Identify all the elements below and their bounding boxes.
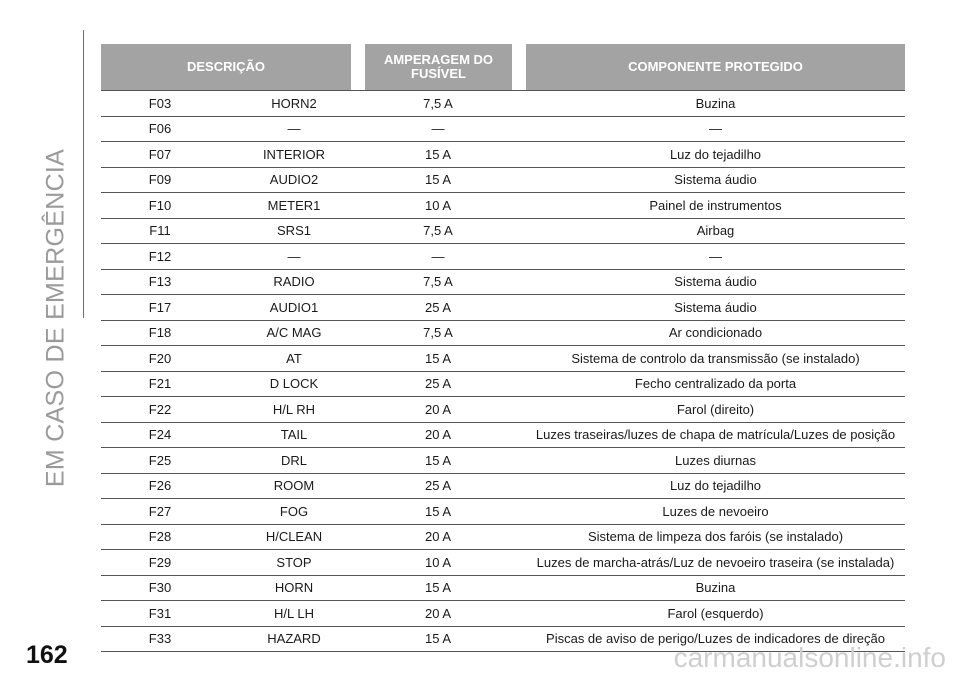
fuse-code: HORN xyxy=(274,580,314,596)
fuse-component: Luz do tejadilho xyxy=(669,478,762,494)
fuse-component: Luz do tejadilho xyxy=(669,146,762,162)
fuse-component: Painel de instrumentos xyxy=(649,197,782,213)
fuse-amperage: 20 A xyxy=(424,427,452,443)
fuse-component: Buzina xyxy=(695,95,736,111)
fuse-code: METER1 xyxy=(267,197,321,213)
fuse-code: A/C MAG xyxy=(266,325,322,341)
table-row xyxy=(101,117,905,143)
fuse-id: F13 xyxy=(148,274,172,290)
table-row xyxy=(101,91,905,117)
fuse-id: F18 xyxy=(148,325,172,341)
fuse-code: H/L LH xyxy=(274,605,314,621)
fuse-component: Piscas de aviso de perigo/Luzes de indicadores de direção xyxy=(546,631,885,647)
fuse-component: Buzina xyxy=(695,580,736,596)
table-row xyxy=(101,321,905,347)
fuse-id: F10 xyxy=(148,197,172,213)
fuse-id: F17 xyxy=(148,299,172,315)
fuse-amperage: — xyxy=(431,248,445,264)
fuse-id: F30 xyxy=(148,580,172,596)
fuse-amperage: 10 A xyxy=(424,197,452,213)
fuse-amperage: 7,5 A xyxy=(423,325,453,341)
fuse-amperage: 15 A xyxy=(424,452,452,468)
fuse-code: INTERIOR xyxy=(262,146,326,162)
fuse-id: F11 xyxy=(149,223,171,239)
fuse-component: Luzes de marcha-atrás/Luz de nevoeiro traseira (se instalada) xyxy=(536,554,895,570)
fuse-code: SRS1 xyxy=(277,223,311,239)
fuse-code: HAZARD xyxy=(267,631,321,647)
table-row xyxy=(101,372,905,398)
fuse-id: F33 xyxy=(148,631,172,647)
fuse-id: F20 xyxy=(148,350,172,366)
table-row xyxy=(101,550,905,576)
table-row xyxy=(101,423,905,449)
table-row xyxy=(101,142,905,168)
fuse-component: Luzes traseiras/luzes de chapa de matrícula/Luzes de posição xyxy=(535,427,896,443)
table-row xyxy=(101,448,905,474)
fuse-code: H/L RH xyxy=(272,401,316,417)
fuse-component: Sistema áudio xyxy=(674,299,757,315)
table-row xyxy=(101,168,905,194)
fuse-id: F24 xyxy=(148,427,172,443)
table-row xyxy=(101,576,905,602)
header-description: DESCRIÇÃO xyxy=(101,44,351,90)
table-row xyxy=(101,474,905,500)
fuse-table xyxy=(101,90,905,652)
fuse-amperage: 20 A xyxy=(424,605,452,621)
fuse-id: F09 xyxy=(148,172,172,188)
fuse-component: Sistema de limpeza dos faróis (se instalado) xyxy=(587,529,844,545)
fuse-component: — xyxy=(709,121,722,137)
section-divider xyxy=(83,30,84,318)
fuse-component: Sistema de controlo da transmissão (se instalado) xyxy=(571,350,860,366)
fuse-id: F21 xyxy=(148,376,172,392)
fuse-amperage: 15 A xyxy=(424,350,452,366)
fuse-code: ROOM xyxy=(273,478,315,494)
fuse-code: AT xyxy=(286,350,302,366)
section-title: EM CASO DE EMERGÊNCIA xyxy=(41,148,70,488)
header-component: COMPONENTE PROTEGIDO xyxy=(526,44,905,90)
fuse-code: AUDIO2 xyxy=(269,172,319,188)
fuse-amperage: 10 A xyxy=(424,554,452,570)
fuse-code: HORN2 xyxy=(271,95,317,111)
table-row xyxy=(101,601,905,627)
table-row xyxy=(101,525,905,551)
fuse-code: AUDIO1 xyxy=(269,299,319,315)
table-row xyxy=(101,219,905,245)
fuse-component: Airbag xyxy=(696,223,735,239)
fuse-code: DRL xyxy=(280,452,307,468)
fuse-component: Farol (esquerdo) xyxy=(667,605,764,621)
fuse-amperage: — xyxy=(431,121,445,137)
table-row xyxy=(101,270,905,296)
fuse-amperage: 7,5 A xyxy=(423,223,453,239)
fuse-id: F03 xyxy=(148,95,172,111)
table-row xyxy=(101,244,905,270)
fuse-component: Sistema áudio xyxy=(674,172,757,188)
page-number: 162 xyxy=(26,641,68,669)
table-row xyxy=(101,295,905,321)
fuse-component: Luzes de nevoeiro xyxy=(662,503,769,519)
fuse-amperage: 25 A xyxy=(424,478,452,494)
table-row xyxy=(101,397,905,423)
fuse-id: F31 xyxy=(148,605,172,621)
fuse-amperage: 15 A xyxy=(424,580,452,596)
fuse-id: F06 xyxy=(148,121,172,137)
fuse-component: Luzes diurnas xyxy=(675,452,756,468)
fuse-code: FOG xyxy=(279,503,309,519)
table-row xyxy=(101,346,905,372)
header-amperage xyxy=(365,44,512,90)
fuse-id: F25 xyxy=(148,452,172,468)
fuse-id: F07 xyxy=(148,146,172,162)
fuse-code: TAIL xyxy=(280,427,308,443)
fuse-id: F28 xyxy=(148,529,172,545)
fuse-component: Sistema áudio xyxy=(674,274,757,290)
fuse-amperage: 15 A xyxy=(424,172,452,188)
fuse-id: F26 xyxy=(148,478,172,494)
fuse-amperage: 15 A xyxy=(424,503,452,519)
fuse-id: F22 xyxy=(148,401,172,417)
fuse-amperage: 25 A xyxy=(424,299,452,315)
fuse-amperage: 7,5 A xyxy=(423,274,453,290)
header-amperage-line1: AMPERAGEM DO xyxy=(383,52,494,67)
table-row xyxy=(101,193,905,219)
fuse-component: Ar condicionado xyxy=(668,325,763,341)
fuse-code: D LOCK xyxy=(269,376,319,392)
fuse-component: Farol (direito) xyxy=(676,401,755,417)
fuse-id: F12 xyxy=(148,248,172,264)
fuse-id: F29 xyxy=(148,554,172,570)
watermark: carmanualsonline.info xyxy=(673,642,946,673)
fuse-amperage: 20 A xyxy=(424,529,452,545)
fuse-amperage: 15 A xyxy=(424,631,452,647)
fuse-code: RADIO xyxy=(273,274,315,290)
fuse-component: Fecho centralizado da porta xyxy=(634,376,797,392)
fuse-code: H/CLEAN xyxy=(265,529,323,545)
fuse-code: — xyxy=(287,248,301,264)
fuse-amperage: 15 A xyxy=(424,146,452,162)
fuse-amperage: 7,5 A xyxy=(423,95,453,111)
fuse-code: STOP xyxy=(276,554,312,570)
table-row xyxy=(101,499,905,525)
fuse-code: — xyxy=(287,121,301,137)
fuse-amperage: 20 A xyxy=(424,401,452,417)
fuse-component: — xyxy=(709,248,722,264)
fuse-id: F27 xyxy=(148,503,172,519)
header-amperage-line2: FUSÍVEL xyxy=(411,66,466,81)
fuse-amperage: 25 A xyxy=(424,376,452,392)
